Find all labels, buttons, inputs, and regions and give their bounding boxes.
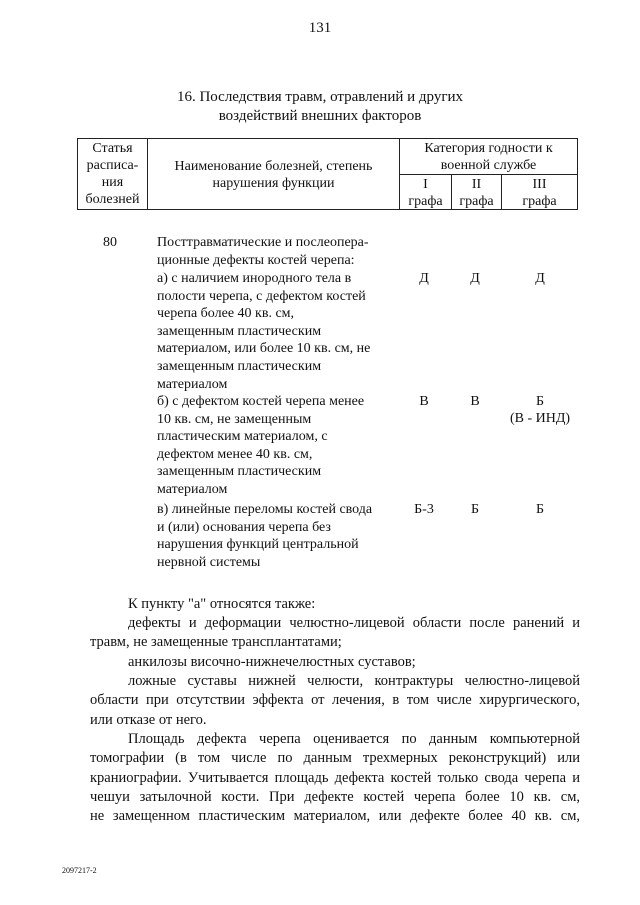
page-number: 131 xyxy=(308,20,332,36)
header-article-column: Статья расписа- ния болезней xyxy=(85,141,140,207)
header-graph-2: II графа xyxy=(459,177,494,209)
section-title-line-2: воздействий внешних факторов xyxy=(218,108,422,124)
notes-paragraph-4: ложные суставы нижней челюсти, контрактуры челюстно-лицевой области при отсутствии эффекта от лечения, в том числе хирургического, или отказе от него. xyxy=(90,673,580,728)
section-title-line-1: 16. Последствия травм, отравлений и других xyxy=(176,89,464,105)
header-graph-3: III графа xyxy=(522,177,557,209)
item-b-category-1: В xyxy=(419,394,429,409)
item-c-category-1: Б-3 xyxy=(414,502,434,517)
notes-paragraph-5: Площадь дефекта черепа оценивается по данным компьютерной томографии (в том числе по данным трехмерных реконструкций) или краниографии. Учитывается площадь дефекта костей только свода черепа и чешуи затылочной кости. При дефекте костей черепа более 10 кв. см, не замещенном пластическим материалом, или дефекте более 40 кв. см, xyxy=(90,731,580,825)
item-a-category-2: Д xyxy=(470,271,480,286)
item-a-category-3: Д xyxy=(535,271,545,286)
notes-paragraph-2: дефекты и деформации челюстно-лицевой области после ранений и травм, не замещенные трансплантатами; xyxy=(90,615,580,651)
item-c-category-3: Б xyxy=(535,502,545,517)
table-top-border xyxy=(77,138,578,139)
footer-code: 2097217-2 xyxy=(62,866,97,875)
notes-paragraph-1: К пункту "а" относятся также: xyxy=(128,596,316,612)
item-a-category-1: Д xyxy=(419,271,429,286)
header-name-column: Наименование болезней, степень нарушения функции xyxy=(174,159,373,191)
article-intro: Посттравматические и послеопера- ционные дефекты костей черепа: xyxy=(157,235,369,268)
item-b-category-3: Б (В - ИНД) xyxy=(509,394,571,426)
article-item-c: в) линейные переломы костей свода и (или) основания черепа без нарушения функций центральной нервной системы xyxy=(157,502,373,570)
item-b-category-2: В xyxy=(470,394,480,409)
notes-paragraph-3: анкилозы височно-нижнечелюстных суставов; xyxy=(128,654,416,670)
section-title xyxy=(0,88,640,126)
header-graph-1: I графа xyxy=(408,177,443,209)
header-category-column: Категория годности к военной службе xyxy=(424,141,553,173)
item-c-category-2: Б xyxy=(470,502,480,517)
table-category-divider xyxy=(399,174,578,175)
article-number: 80 xyxy=(103,235,117,250)
table-header xyxy=(77,138,578,210)
article-item-a: а) с наличием инородного тела в полости черепа, с дефектом костей черепа более 40 кв. см, замещенным пластическим материалом, или более 10 кв. см, не замещенным пластическим материалом xyxy=(157,271,371,392)
article-item-b: б) с дефектом костей черепа менее 10 кв. см, не замещенным пластическим материалом, с дефектом менее 40 кв. см, замещенным пластическим материалом xyxy=(157,394,365,497)
